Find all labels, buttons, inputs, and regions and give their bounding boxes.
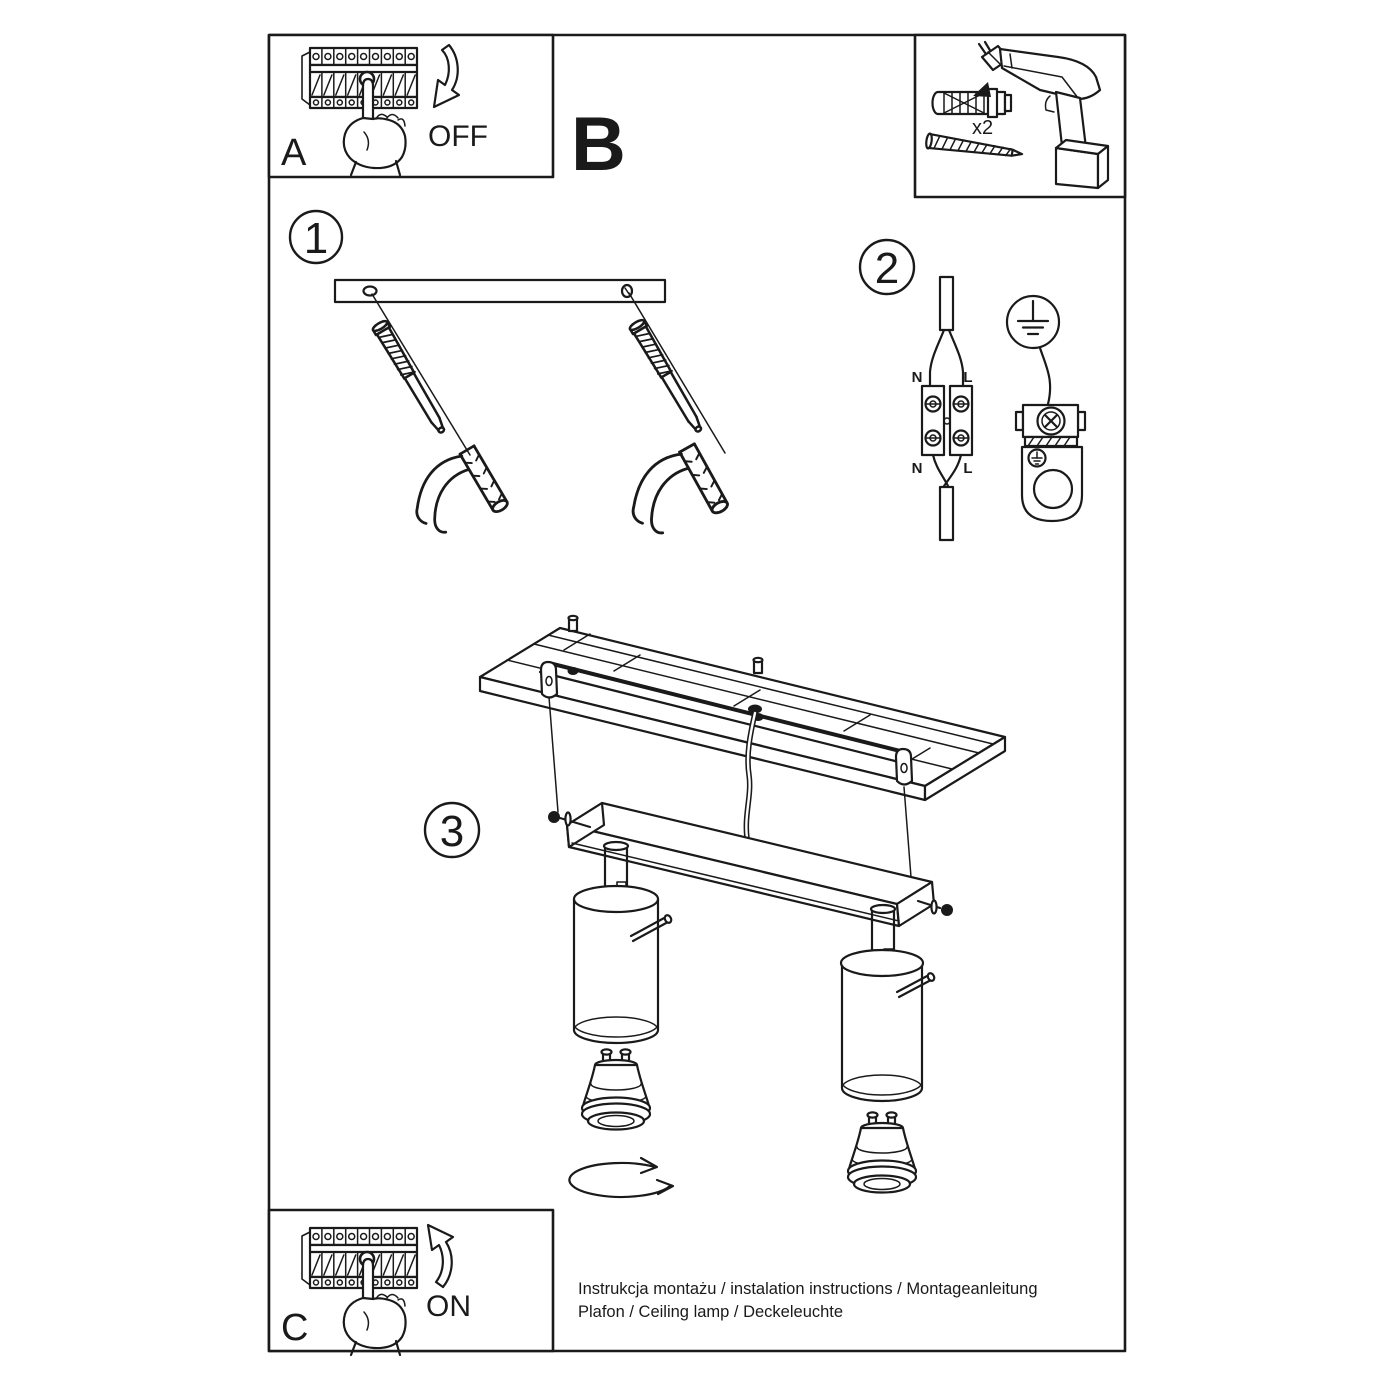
mounting-tab-icon xyxy=(541,662,557,698)
on-label: ON xyxy=(426,1290,471,1323)
terminal-label-n-top: N xyxy=(911,369,923,386)
quantity-label: x2 xyxy=(972,117,994,139)
rail-screw-icon xyxy=(568,667,579,675)
panel-b-label: B xyxy=(571,102,626,187)
through-screw-icon xyxy=(569,616,578,631)
mounting-bar-icon xyxy=(335,280,665,302)
panel-c-label: C xyxy=(281,1307,309,1349)
spot-body xyxy=(842,963,922,1101)
step-1-number: 1 xyxy=(303,214,329,263)
step-3-number: 3 xyxy=(439,807,465,856)
through-screw-icon xyxy=(754,658,763,673)
off-label: OFF xyxy=(428,120,488,153)
panel-a-label: A xyxy=(281,132,307,174)
earth-clamp-icon xyxy=(1016,405,1085,521)
mounting-tab-icon xyxy=(896,749,912,785)
terminal-label-l-top: L xyxy=(963,369,973,386)
footer-line-2: Plafon / Ceiling lamp / Deckeleuchte xyxy=(578,1303,844,1321)
footer-line-1: Instrukcja montażu / instalation instructions / Montageanleitung xyxy=(578,1280,1038,1298)
step-2-number: 2 xyxy=(874,244,900,293)
terminal-label-n-bottom: N xyxy=(911,460,923,477)
terminal-label-l-bottom: L xyxy=(963,460,973,477)
